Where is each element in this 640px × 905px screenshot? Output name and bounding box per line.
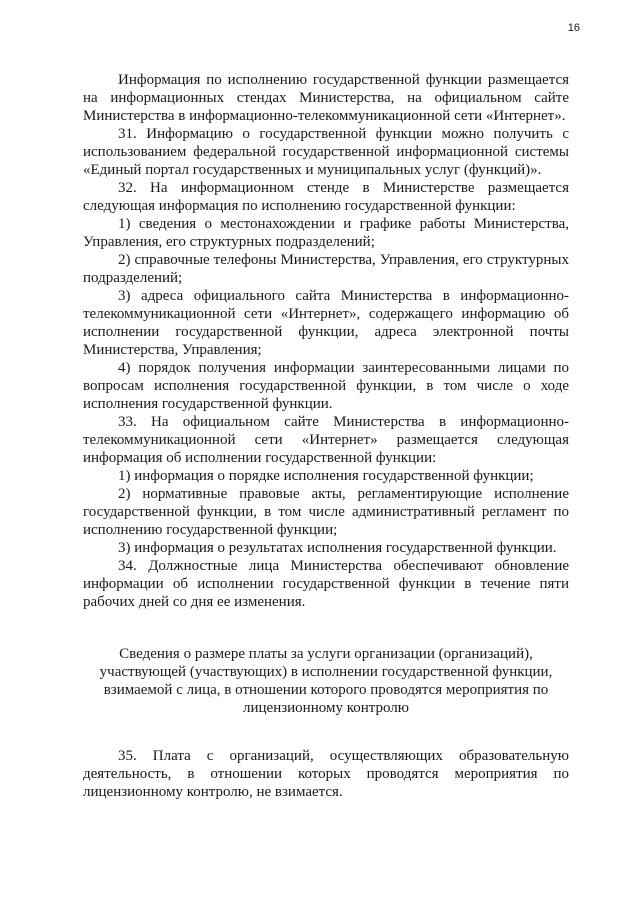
list-item-32-2: 2) справочные телефоны Министерства, Управления, его структурных подразделений; — [83, 252, 569, 286]
list-item-33-1: 1) информация о порядке исполнения государственной функции; — [118, 468, 534, 484]
paragraph-34: 34. Должностные лица Министерства обеспечивают обновление информации об исполнении государственной функции в течение пяти рабочих дней со дня ее изменения. — [83, 558, 569, 610]
paragraph-32: 32. На информационном стенде в Министерстве размещается следующая информация по исполнению государственной функции: — [83, 180, 569, 214]
list-item-32-3: 3) адреса официального сайта Министерства в информационно-телекоммуникационной сети «Интернет», содержащего информацию об исполнении государственной функции, адреса электронной почты Министерства, Управления; — [83, 288, 569, 358]
document-body — [83, 71, 569, 801]
list-item-32-4: 4) порядок получения информации заинтересованными лицами по вопросам исполнения государственной функции, в том числе о ходе исполнения государственной функции. — [83, 360, 569, 412]
paragraph-info-placement: Информация по исполнению государственной функции размещается на информационных стендах Министерства, на официальном сайте Министерства в информационно-телекоммуникационной сети «Интернет». — [83, 72, 569, 124]
list-item-32-1: 1) сведения о местонахождении и графике работы Министерства, Управления, его структурных подразделений; — [83, 216, 569, 250]
paragraph-35: 35. Плата с организаций, осуществляющих образовательную деятельность, в отношении которых проводятся мероприятия по лицензионному контролю, не взимается. — [83, 748, 569, 800]
list-item-33-2: 2) нормативные правовые акты, регламентирующие исполнение государственной функции, в том числе административный регламент по исполнению государственной функции; — [83, 486, 569, 538]
list-item-33-3: 3) информация о результатах исполнения государственной функции. — [118, 540, 557, 556]
page-number: 16 — [567, 22, 580, 34]
section-heading: Сведения о размере платы за услуги организации (организаций), участвующей (участвующих) в исполнении государственной функции, взимаемой с лица, в отношении которого проводятся мероприятия по лицензионному контролю — [99, 646, 553, 716]
paragraph-33: 33. На официальном сайте Министерства в информационно-телекоммуникационной сети «Интернет» размещается следующая информация об исполнении государственной функции: — [83, 414, 569, 466]
paragraph-31: 31. Информацию о государственной функции можно получить с использованием федеральной государственной информационной системы «Единый портал государственных и муниципальных услуг (функций)». — [83, 126, 569, 178]
